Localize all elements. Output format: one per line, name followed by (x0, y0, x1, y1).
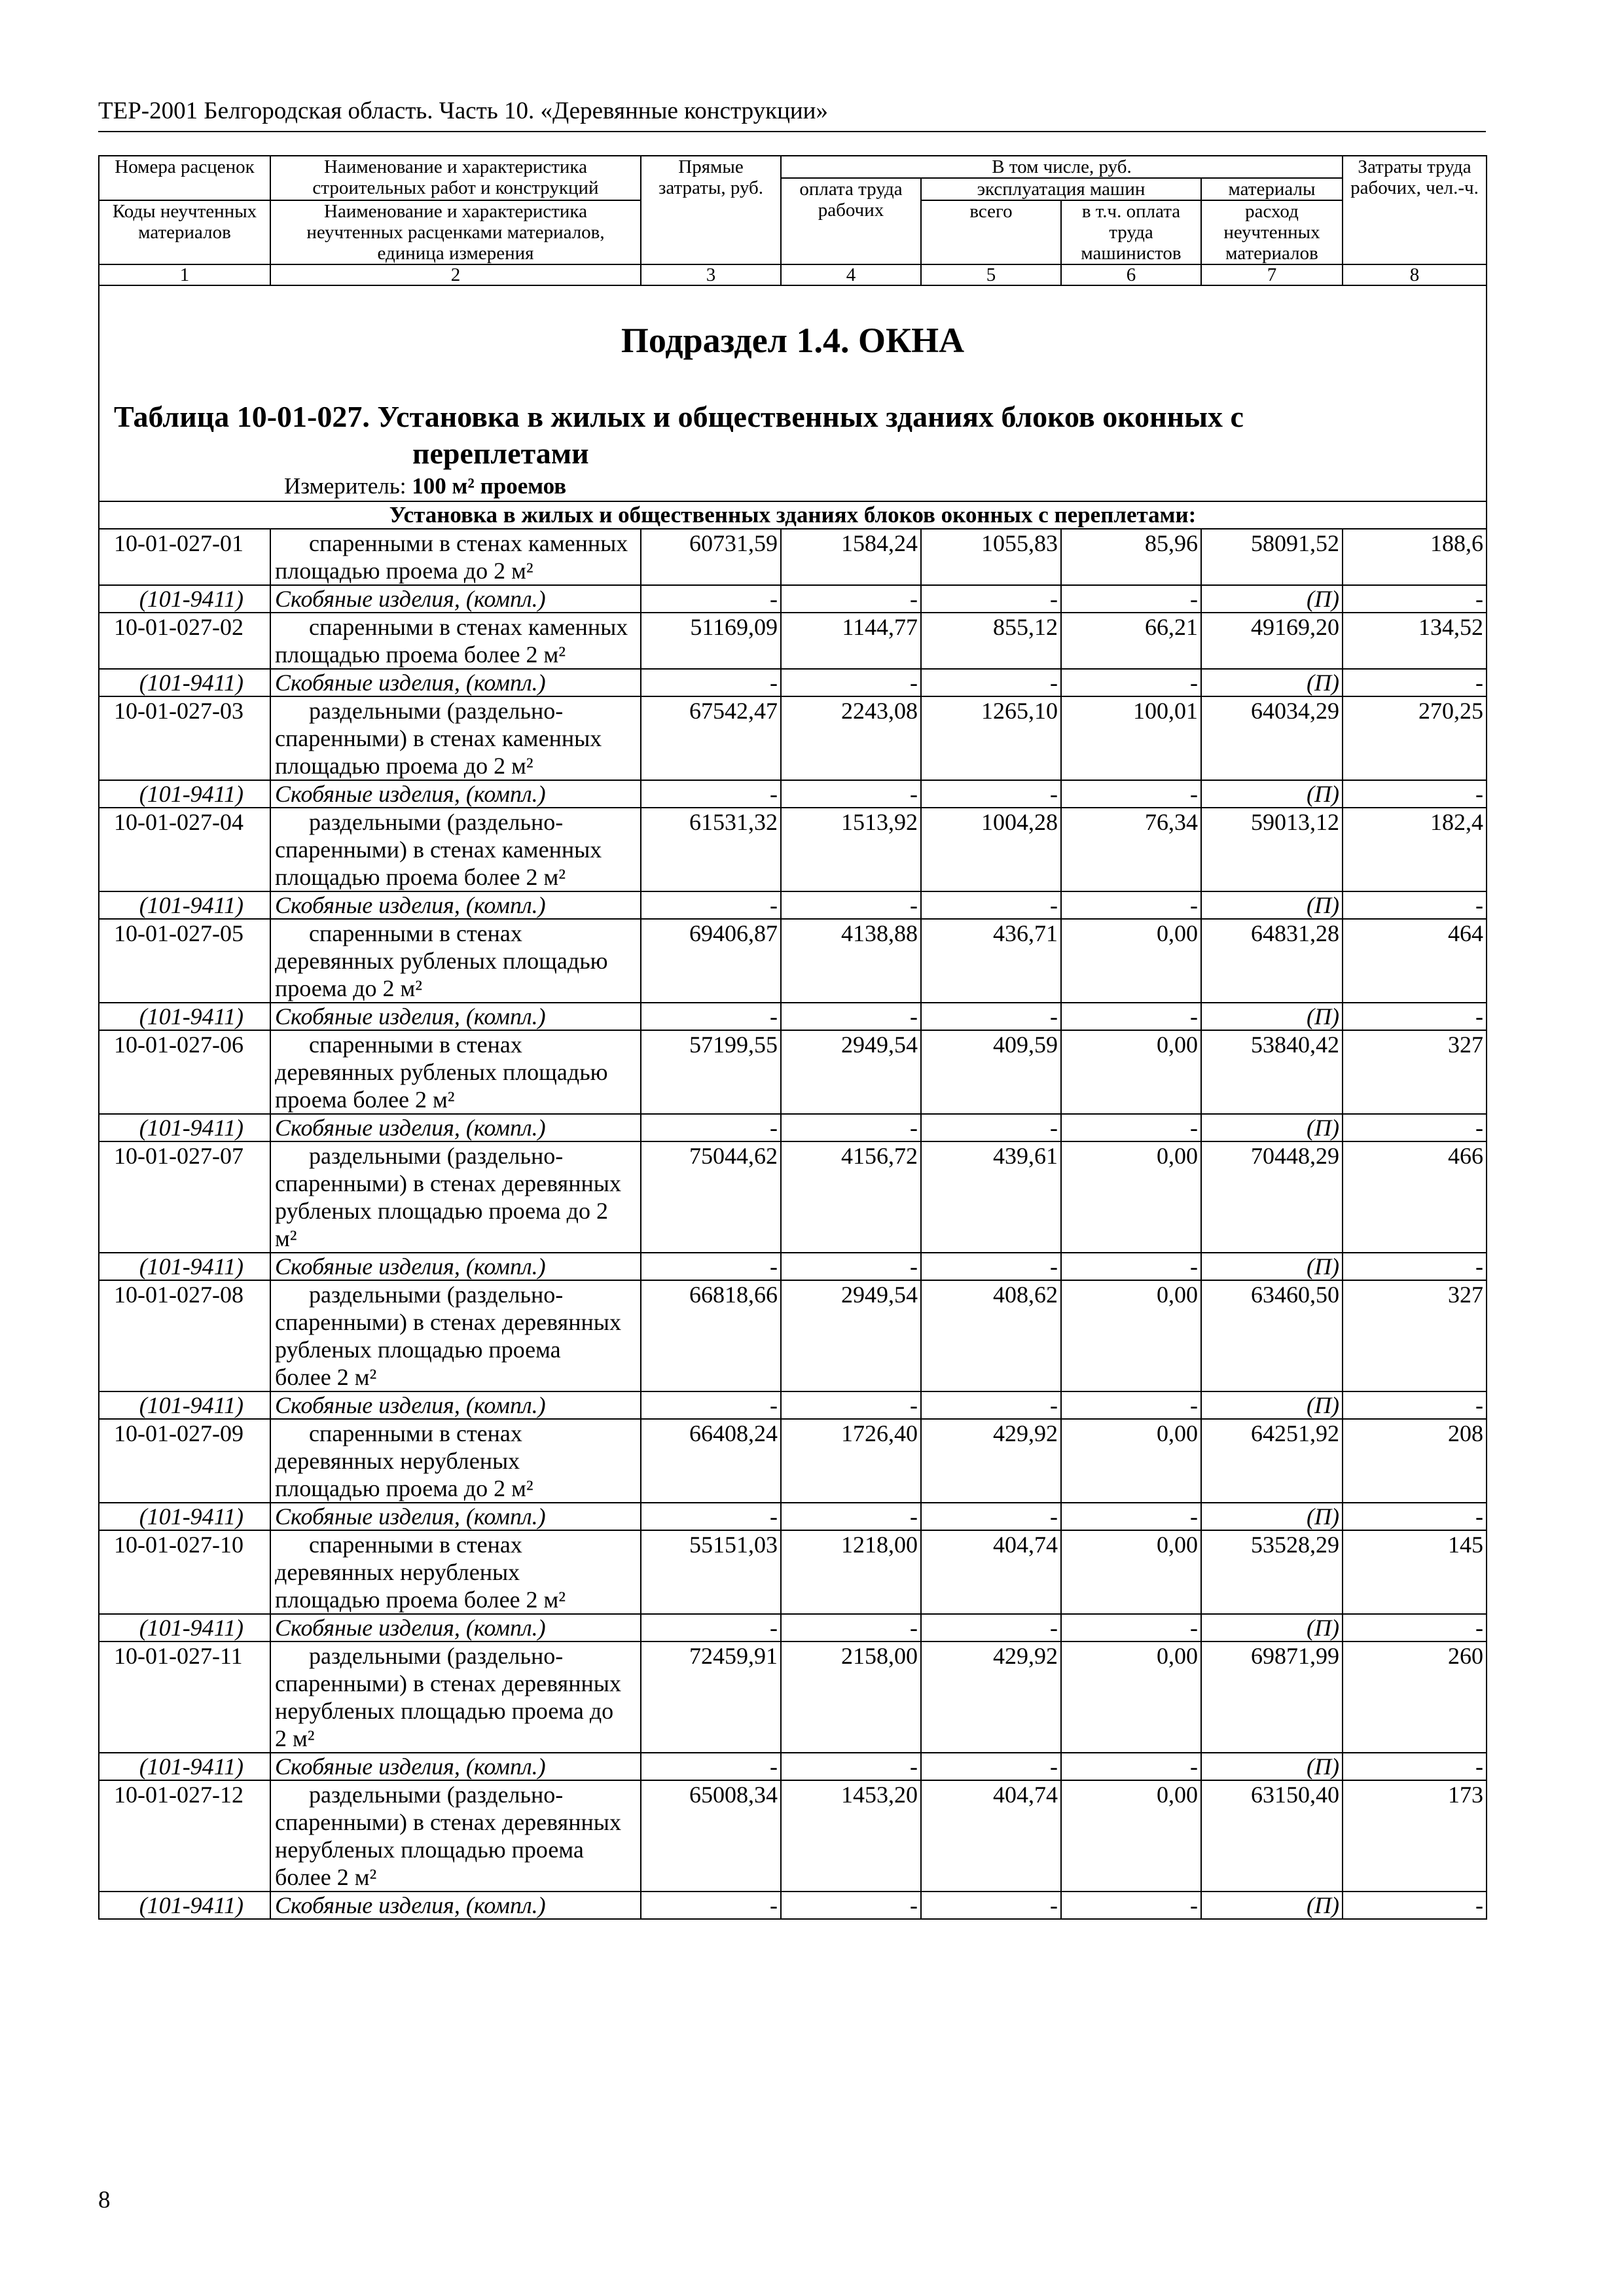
material-code: (101-9411) (99, 780, 270, 808)
value-direct: 65008,34 (641, 1780, 781, 1892)
description-line: нерубленых площадью проема (275, 1837, 584, 1863)
material-row (99, 1391, 1487, 1419)
material-consumption: (П) (1201, 1753, 1343, 1780)
value-direct: 72459,91 (641, 1641, 781, 1753)
material-code: (101-9411) (99, 1391, 270, 1419)
rate-row (99, 919, 1487, 1003)
value-direct: 51169,09 (641, 613, 781, 669)
dash-value: - (1343, 1253, 1487, 1280)
description-line: 2 м² (275, 1725, 315, 1751)
page-header: ТЕР-2001 Белгородская область. Часть 10. «Деревянные конструкции» (98, 98, 828, 124)
table-title (99, 379, 1486, 472)
description-line: спаренными) в стенах деревянных (275, 1670, 621, 1696)
value-mat: 58091,52 (1201, 529, 1343, 585)
value-hours: 173 (1343, 1780, 1487, 1892)
value-direct: 75044,62 (641, 1141, 781, 1253)
value-mach: 439,61 (921, 1141, 1061, 1253)
value-mach: 408,62 (921, 1280, 1061, 1391)
value-hours: 327 (1343, 1280, 1487, 1391)
description-line: площадью проема более 2 м² (275, 864, 566, 890)
dash-value: - (641, 1003, 781, 1030)
material-row (99, 669, 1487, 696)
dash-value: - (1061, 1614, 1201, 1641)
dash-value: - (781, 891, 921, 919)
machines-header: эксплуатация машин (921, 178, 1201, 200)
description-line: спаренными) в стенах каменных (275, 725, 602, 751)
material-name: Скобяные изделия, (компл.) (270, 1114, 641, 1141)
dash-value: - (1343, 585, 1487, 613)
description-line: спаренными в стенах каменных (309, 530, 628, 556)
material-name: Скобяные изделия, (компл.) (270, 1614, 641, 1641)
rate-code: 10-01-027-04 (99, 808, 270, 891)
subsection-title: Подраздел 1.4. ОКНА (621, 321, 965, 360)
material-row (99, 1503, 1487, 1530)
dash-value: - (641, 669, 781, 696)
material-consumption: (П) (1201, 1391, 1343, 1419)
value-mat: 49169,20 (1201, 613, 1343, 669)
dash-value: - (1343, 1753, 1487, 1780)
material-name: Скобяные изделия, (компл.) (270, 585, 641, 613)
dash-value: - (1343, 1892, 1487, 1919)
description-line: раздельными (раздельно- (309, 1143, 564, 1169)
value-mat: 69871,99 (1201, 1641, 1343, 1753)
dash-value: - (1343, 891, 1487, 919)
material-name: Скобяные изделия, (компл.) (270, 1753, 641, 1780)
col5-header: всего (921, 200, 1061, 264)
col-number: 3 (641, 264, 781, 285)
value-labor: 4156,72 (781, 1141, 921, 1253)
dash-value: - (1061, 1253, 1201, 1280)
dash-value: - (781, 585, 921, 613)
material-consumption: (П) (1201, 1253, 1343, 1280)
value-hours: 208 (1343, 1419, 1487, 1503)
description-line: спаренными в стенах (309, 1532, 522, 1558)
col-number: 8 (1343, 264, 1487, 285)
value-mat: 64831,28 (1201, 919, 1343, 1003)
rate-description (270, 1419, 641, 1503)
dash-value: - (921, 1753, 1061, 1780)
rate-code: 10-01-027-10 (99, 1530, 270, 1614)
rate-row (99, 1780, 1487, 1892)
description-line: раздельными (раздельно- (309, 1782, 564, 1808)
description-line: площадью проема до 2 м² (275, 558, 533, 584)
value-mach-labor: 0,00 (1061, 919, 1201, 1003)
dash-value: - (921, 585, 1061, 613)
rate-code: 10-01-027-02 (99, 613, 270, 669)
description-line: площадью проема более 2 м² (275, 1587, 566, 1613)
col1-header: Номера расценок (99, 156, 270, 200)
description-line: рубленых площадью проема (275, 1336, 561, 1363)
rate-code: 10-01-027-09 (99, 1419, 270, 1503)
value-direct: 67542,47 (641, 696, 781, 780)
description-line: площадью проема до 2 м² (275, 1475, 533, 1501)
value-mach-labor: 85,96 (1061, 529, 1201, 585)
col1-subheader: Коды неучтенных материалов (99, 200, 270, 264)
material-name: Скобяные изделия, (компл.) (270, 1391, 641, 1419)
dash-value: - (781, 1753, 921, 1780)
column-numbers (99, 264, 1487, 285)
col-number: 4 (781, 264, 921, 285)
material-consumption: (П) (1201, 1503, 1343, 1530)
value-hours: 188,6 (1343, 529, 1487, 585)
rate-row (99, 696, 1487, 780)
rate-code: 10-01-027-12 (99, 1780, 270, 1892)
material-row (99, 1003, 1487, 1030)
value-mat: 70448,29 (1201, 1141, 1343, 1253)
value-labor: 2949,54 (781, 1280, 921, 1391)
rate-description (270, 1780, 641, 1892)
value-mat: 59013,12 (1201, 808, 1343, 891)
material-row (99, 1614, 1487, 1641)
dash-value: - (641, 585, 781, 613)
value-mach-labor: 0,00 (1061, 1530, 1201, 1614)
value-hours: 182,4 (1343, 808, 1487, 891)
description-line: раздельными (раздельно- (309, 1643, 564, 1669)
value-mach: 404,74 (921, 1530, 1061, 1614)
description-line: деревянных рубленых площадью (275, 948, 608, 974)
description-line: деревянных нерубленых (275, 1448, 520, 1474)
value-mach: 855,12 (921, 613, 1061, 669)
value-labor: 2949,54 (781, 1030, 921, 1114)
material-row (99, 780, 1487, 808)
col3-header: Прямые затраты, руб. (641, 156, 781, 264)
rate-row (99, 1030, 1487, 1114)
dash-value: - (1343, 669, 1487, 696)
description-line: деревянных нерубленых (275, 1559, 520, 1585)
value-hours: 145 (1343, 1530, 1487, 1614)
value-mach: 404,74 (921, 1780, 1061, 1892)
dash-value: - (1061, 1114, 1201, 1141)
dash-value: - (781, 1114, 921, 1141)
dash-value: - (781, 1391, 921, 1419)
value-hours: 260 (1343, 1641, 1487, 1753)
table-title-line2: переплетами (412, 437, 589, 470)
rate-code: 10-01-027-06 (99, 1030, 270, 1114)
rate-description (270, 1641, 641, 1753)
value-labor: 2243,08 (781, 696, 921, 780)
value-labor: 1144,77 (781, 613, 921, 669)
value-mat: 64034,29 (1201, 696, 1343, 780)
title-block (99, 285, 1487, 501)
value-mach-labor: 0,00 (1061, 1141, 1201, 1253)
rate-row (99, 1141, 1487, 1253)
dash-value: - (1061, 891, 1201, 919)
value-mach-labor: 76,34 (1061, 808, 1201, 891)
rate-description (270, 919, 641, 1003)
dash-value: - (641, 1753, 781, 1780)
value-labor: 1453,20 (781, 1780, 921, 1892)
material-code: (101-9411) (99, 1753, 270, 1780)
dash-value: - (641, 1614, 781, 1641)
rate-description (270, 529, 641, 585)
description-line: спаренными в стенах (309, 920, 522, 946)
value-mach: 409,59 (921, 1030, 1061, 1114)
value-mach-labor: 66,21 (1061, 613, 1201, 669)
dash-value: - (1061, 1753, 1201, 1780)
measure-label: Измеритель: (284, 473, 412, 499)
material-consumption: (П) (1201, 1892, 1343, 1919)
description-line: более 2 м² (275, 1864, 377, 1890)
value-mach: 429,92 (921, 1641, 1061, 1753)
description-line: м² (275, 1225, 297, 1251)
rate-description (270, 1280, 641, 1391)
dash-value: - (1061, 1003, 1201, 1030)
rate-code: 10-01-027-08 (99, 1280, 270, 1391)
dash-value: - (921, 1114, 1061, 1141)
description-line: раздельными (раздельно- (309, 698, 564, 724)
material-code: (101-9411) (99, 1114, 270, 1141)
measure-line (99, 472, 1486, 501)
dash-value: - (1343, 1614, 1487, 1641)
table-title-line1: Таблица 10-01-027. Установка в жилых и общественных зданиях блоков оконных с (114, 400, 1244, 433)
rate-row (99, 808, 1487, 891)
value-direct: 55151,03 (641, 1530, 781, 1614)
value-mach: 1055,83 (921, 529, 1061, 585)
dash-value: - (641, 1253, 781, 1280)
rate-row (99, 1641, 1487, 1753)
value-labor: 1513,92 (781, 808, 921, 891)
col2-header: Наименование и характеристика строительных работ и конструкций (270, 156, 641, 200)
material-consumption: (П) (1201, 585, 1343, 613)
rate-row (99, 1280, 1487, 1391)
dash-value: - (641, 780, 781, 808)
materials-header: материалы (1201, 178, 1343, 200)
dash-value: - (1343, 1114, 1487, 1141)
rate-row (99, 529, 1487, 585)
value-mat: 53528,29 (1201, 1530, 1343, 1614)
value-direct: 66818,66 (641, 1280, 781, 1391)
dash-value: - (921, 669, 1061, 696)
value-direct: 61531,32 (641, 808, 781, 891)
material-row (99, 1753, 1487, 1780)
page-number: 8 (98, 2187, 111, 2214)
description-line: площадью проема до 2 м² (275, 753, 533, 779)
material-row (99, 585, 1487, 613)
value-mach: 1265,10 (921, 696, 1061, 780)
dash-value: - (921, 1391, 1061, 1419)
value-hours: 134,52 (1343, 613, 1487, 669)
description-line: проема более 2 м² (275, 1086, 455, 1113)
col4-header: оплата труда рабочих (781, 178, 921, 264)
col8-header: Затраты труда рабочих, чел.-ч. (1343, 156, 1487, 264)
rates-table (98, 155, 1487, 1920)
description-line: спаренными в стенах (309, 1031, 522, 1058)
dash-value: - (781, 1503, 921, 1530)
description-line: спаренными) в стенах каменных (275, 836, 602, 863)
dash-value: - (781, 1253, 921, 1280)
value-mach-labor: 0,00 (1061, 1419, 1201, 1503)
rate-description (270, 808, 641, 891)
value-mach-labor: 100,01 (1061, 696, 1201, 780)
material-consumption: (П) (1201, 669, 1343, 696)
rate-code: 10-01-027-11 (99, 1641, 270, 1753)
material-consumption: (П) (1201, 1003, 1343, 1030)
dash-value: - (921, 1892, 1061, 1919)
value-mach: 1004,28 (921, 808, 1061, 891)
material-row (99, 1892, 1487, 1919)
rate-row (99, 613, 1487, 669)
material-consumption: (П) (1201, 1614, 1343, 1641)
dash-value: - (1061, 669, 1201, 696)
material-name: Скобяные изделия, (компл.) (270, 891, 641, 919)
material-consumption: (П) (1201, 780, 1343, 808)
value-mat: 63460,50 (1201, 1280, 1343, 1391)
description-line: спаренными в стенах каменных (309, 614, 628, 640)
description-line: рубленых площадью проема до 2 (275, 1198, 608, 1224)
value-mach: 429,92 (921, 1419, 1061, 1503)
material-name: Скобяные изделия, (компл.) (270, 1253, 641, 1280)
material-row (99, 1253, 1487, 1280)
dash-value: - (781, 1892, 921, 1919)
material-consumption: (П) (1201, 891, 1343, 919)
col6-header: в т.ч. оплата труда машинистов (1061, 200, 1201, 264)
value-direct: 69406,87 (641, 919, 781, 1003)
dash-value: - (921, 1614, 1061, 1641)
rate-description (270, 613, 641, 669)
dash-value: - (781, 1003, 921, 1030)
dash-value: - (1061, 1503, 1201, 1530)
dash-value: - (921, 891, 1061, 919)
material-code: (101-9411) (99, 1892, 270, 1919)
value-hours: 270,25 (1343, 696, 1487, 780)
description-line: деревянных рубленых площадью (275, 1059, 608, 1085)
dash-value: - (921, 1253, 1061, 1280)
description-line: более 2 м² (275, 1364, 377, 1390)
rate-row (99, 1530, 1487, 1614)
value-direct: 57199,55 (641, 1030, 781, 1114)
rate-description (270, 1530, 641, 1614)
value-labor: 1218,00 (781, 1530, 921, 1614)
value-mach-labor: 0,00 (1061, 1280, 1201, 1391)
material-code: (101-9411) (99, 1614, 270, 1641)
dash-value: - (921, 780, 1061, 808)
dash-value: - (1343, 1503, 1487, 1530)
material-code: (101-9411) (99, 669, 270, 696)
material-name: Скобяные изделия, (компл.) (270, 780, 641, 808)
value-mach-labor: 0,00 (1061, 1030, 1201, 1114)
value-labor: 1584,24 (781, 529, 921, 585)
description-line: спаренными) в стенах деревянных (275, 1309, 621, 1335)
description-line: раздельными (раздельно- (309, 1282, 564, 1308)
value-direct: 66408,24 (641, 1419, 781, 1503)
value-hours: 327 (1343, 1030, 1487, 1114)
rate-code: 10-01-027-01 (99, 529, 270, 585)
description-line: проема до 2 м² (275, 975, 423, 1001)
dash-value: - (1061, 585, 1201, 613)
value-mach: 436,71 (921, 919, 1061, 1003)
material-row (99, 1114, 1487, 1141)
description-line: нерубленых площадью проема до (275, 1698, 614, 1724)
rate-code: 10-01-027-03 (99, 696, 270, 780)
material-name: Скобяные изделия, (компл.) (270, 669, 641, 696)
dash-value: - (781, 1614, 921, 1641)
dash-value: - (1343, 1003, 1487, 1030)
dash-value: - (641, 891, 781, 919)
measure-value: 100 м² проемов (412, 473, 567, 499)
material-consumption: (П) (1201, 1114, 1343, 1141)
dash-value: - (641, 1892, 781, 1919)
value-direct: 60731,59 (641, 529, 781, 585)
description-line: спаренными) в стенах деревянных (275, 1170, 621, 1196)
dash-value: - (641, 1503, 781, 1530)
material-code: (101-9411) (99, 1003, 270, 1030)
dash-value: - (921, 1003, 1061, 1030)
value-mat: 63150,40 (1201, 1780, 1343, 1892)
col-number: 1 (99, 264, 270, 285)
dash-value: - (641, 1114, 781, 1141)
dash-value: - (1343, 780, 1487, 808)
material-code: (101-9411) (99, 585, 270, 613)
col2-subheader: Наименование и характеристика неучтенных расценками материалов, единица измерения (270, 200, 641, 264)
value-labor: 4138,88 (781, 919, 921, 1003)
header-rule (98, 131, 1486, 132)
dash-value: - (781, 669, 921, 696)
col-number: 7 (1201, 264, 1343, 285)
rate-row (99, 1419, 1487, 1503)
dash-value: - (641, 1391, 781, 1419)
dash-value: - (1061, 1391, 1201, 1419)
material-code: (101-9411) (99, 1503, 270, 1530)
rate-code: 10-01-027-05 (99, 919, 270, 1003)
value-hours: 464 (1343, 919, 1487, 1003)
description-line: раздельными (раздельно- (309, 809, 564, 835)
dash-value: - (781, 780, 921, 808)
section-heading: Установка в жилых и общественных зданиях блоков оконных с переплетами: (99, 501, 1487, 529)
dash-value: - (921, 1503, 1061, 1530)
col-number: 6 (1061, 264, 1201, 285)
value-mach-labor: 0,00 (1061, 1641, 1201, 1753)
col7-header: расход неучтенных материалов (1201, 200, 1343, 264)
rate-description (270, 1030, 641, 1114)
value-labor: 2158,00 (781, 1641, 921, 1753)
incl-header: В том числе, руб. (781, 156, 1343, 178)
description-line: спаренными) в стенах деревянных (275, 1809, 621, 1835)
value-labor: 1726,40 (781, 1419, 921, 1503)
description-line: площадью проема более 2 м² (275, 641, 566, 668)
material-name: Скобяные изделия, (компл.) (270, 1892, 641, 1919)
value-mat: 64251,92 (1201, 1419, 1343, 1503)
rate-description (270, 1141, 641, 1253)
material-code: (101-9411) (99, 891, 270, 919)
col-number: 5 (921, 264, 1061, 285)
col-number: 2 (270, 264, 641, 285)
rate-code: 10-01-027-07 (99, 1141, 270, 1253)
dash-value: - (1061, 1892, 1201, 1919)
material-name: Скобяные изделия, (компл.) (270, 1503, 641, 1530)
description-line: спаренными в стенах (309, 1420, 522, 1446)
value-hours: 466 (1343, 1141, 1487, 1253)
value-mach-labor: 0,00 (1061, 1780, 1201, 1892)
rate-description (270, 696, 641, 780)
material-name: Скобяные изделия, (компл.) (270, 1003, 641, 1030)
material-row (99, 891, 1487, 919)
material-code: (101-9411) (99, 1253, 270, 1280)
value-mat: 53840,42 (1201, 1030, 1343, 1114)
dash-value: - (1061, 780, 1201, 808)
dash-value: - (1343, 1391, 1487, 1419)
